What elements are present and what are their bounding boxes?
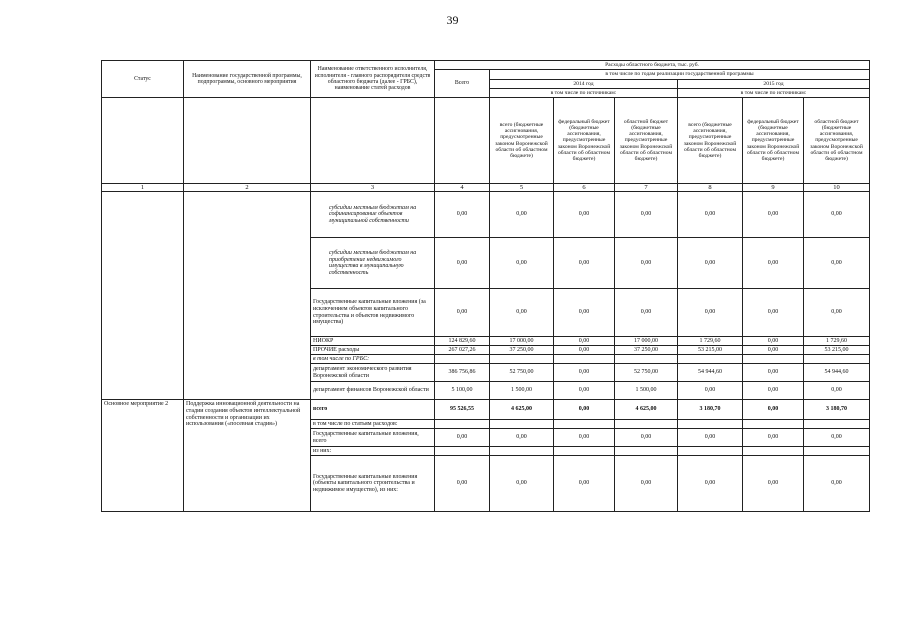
value-cell — [678, 420, 743, 429]
value-cell: 0,00 — [615, 289, 678, 337]
value-cell: 54 944,60 — [804, 364, 870, 382]
column-number: 2 — [184, 184, 311, 192]
value-cell: 54 944,60 — [678, 364, 743, 382]
column-number: 5 — [490, 184, 554, 192]
header-by-years: в том числе по годам реализации государственной программы — [490, 70, 870, 79]
value-cell: 1 729,60 — [804, 337, 870, 346]
column-number: 3 — [311, 184, 435, 192]
header-2014-regional: областной бюджет (бюджетные ассигнования, предусмотренные законом Воронежской области об областном бюджете) — [615, 98, 678, 184]
value-cell: 0,00 — [678, 238, 743, 289]
value-cell: 0,00 — [678, 456, 743, 512]
value-cell — [490, 447, 554, 456]
status-cell — [102, 382, 184, 400]
value-cell: 4 625,00 — [615, 400, 678, 420]
value-cell: 0,00 — [490, 238, 554, 289]
value-cell — [554, 420, 615, 429]
row-label: ПРОЧИЕ расходы — [311, 346, 435, 355]
value-cell: 0,00 — [743, 289, 804, 337]
value-cell: 0,00 — [490, 289, 554, 337]
header-status-spacer — [102, 98, 184, 184]
row-label: субсидии местным бюджетам на приобретение недвижимого имущества в муниципальную собственность — [311, 238, 435, 289]
value-cell: 1 500,00 — [615, 382, 678, 400]
column-number: 6 — [554, 184, 615, 192]
value-cell: 0,00 — [615, 456, 678, 512]
value-cell — [804, 420, 870, 429]
table-row — [102, 238, 870, 289]
table-row — [102, 355, 870, 364]
value-cell: 0,00 — [435, 456, 490, 512]
column-number: 10 — [804, 184, 870, 192]
header-program-name: Наименование государственной программы, подпрограммы, основного мероприятия — [184, 61, 311, 98]
value-cell — [554, 447, 615, 456]
value-cell: 0,00 — [804, 456, 870, 512]
header-total: Всего — [435, 70, 490, 98]
value-cell: 0,00 — [554, 238, 615, 289]
column-number: 7 — [615, 184, 678, 192]
value-cell: 0,00 — [554, 289, 615, 337]
header-total-spacer — [435, 98, 490, 184]
value-cell: 3 180,70 — [804, 400, 870, 420]
row-label: Государственные капитальные вложения (за исключением объектов капитального строительства и объектов недвижимого имущества) — [311, 289, 435, 337]
value-cell: 0,00 — [554, 346, 615, 355]
value-cell — [678, 447, 743, 456]
value-cell — [743, 355, 804, 364]
value-cell — [490, 420, 554, 429]
value-cell — [804, 447, 870, 456]
budget-table-container — [101, 60, 869, 512]
status-cell — [102, 238, 184, 289]
row-label: в том числе по ГРБС: — [311, 355, 435, 364]
value-cell: 17 000,00 — [615, 337, 678, 346]
value-cell: 0,00 — [490, 456, 554, 512]
header-by-sources-2015: в том числе по источникам: — [678, 88, 870, 97]
value-cell: 0,00 — [743, 337, 804, 346]
table-row — [102, 382, 870, 400]
value-cell: 0,00 — [743, 456, 804, 512]
value-cell: 0,00 — [743, 429, 804, 447]
value-cell: 0,00 — [804, 289, 870, 337]
header-2015-federal: федеральный бюджет (бюджетные ассигнования, предусмотренные законом Воронежской области об областном бюджете) — [743, 98, 804, 184]
value-cell: 0,00 — [554, 429, 615, 447]
value-cell: 0,00 — [743, 346, 804, 355]
value-cell: 386 756,86 — [435, 364, 490, 382]
value-cell — [743, 420, 804, 429]
status-cell — [102, 337, 184, 346]
header-year-2014: 2014 год — [490, 79, 678, 88]
value-cell: 0,00 — [554, 400, 615, 420]
value-cell: 0,00 — [804, 429, 870, 447]
value-cell: 0,00 — [804, 382, 870, 400]
table-row — [102, 364, 870, 382]
row-label: департамент экономического развития Воронежской области — [311, 364, 435, 382]
program-cell — [184, 364, 311, 382]
program-cell — [184, 289, 311, 337]
row-label: НИОКР — [311, 337, 435, 346]
value-cell: 0,00 — [743, 382, 804, 400]
table-row — [102, 289, 870, 337]
value-cell: 17 000,00 — [490, 337, 554, 346]
value-cell: 0,00 — [554, 456, 615, 512]
value-cell: 0,00 — [678, 382, 743, 400]
row-label: из них: — [311, 447, 435, 456]
value-cell: 1 500,00 — [490, 382, 554, 400]
page-number: 39 — [446, 13, 459, 27]
value-cell — [435, 355, 490, 364]
program-cell — [184, 337, 311, 346]
value-cell: 124 829,60 — [435, 337, 490, 346]
header-2015-regional: областной бюджет (бюджетные ассигнования, предусмотренные законом Воронежской области об областном бюджете) — [804, 98, 870, 184]
value-cell: 0,00 — [490, 429, 554, 447]
value-cell: 0,00 — [615, 192, 678, 238]
column-number: 8 — [678, 184, 743, 192]
value-cell: 0,00 — [435, 192, 490, 238]
header-2014-all: всего (бюджетные ассигнования, предусмотренные законом Воронежской области об областном бюджете) — [490, 98, 554, 184]
row-label: всего — [311, 400, 435, 420]
value-cell: 0,00 — [435, 289, 490, 337]
value-cell — [615, 355, 678, 364]
value-cell: 37 250,00 — [490, 346, 554, 355]
value-cell: 0,00 — [435, 238, 490, 289]
column-number: 1 — [102, 184, 184, 192]
value-cell — [615, 420, 678, 429]
program-cell — [184, 238, 311, 289]
header-status: Статус — [102, 61, 184, 98]
header-by-sources-2014: в том числе по источникам: — [490, 88, 678, 97]
header-expenses: Расходы областного бюджета, тыс. руб. — [435, 61, 870, 70]
column-number-row — [102, 184, 870, 192]
value-cell: 0,00 — [743, 364, 804, 382]
program-cell — [184, 355, 311, 364]
value-cell: 4 625,00 — [490, 400, 554, 420]
header-2015-all: всего (бюджетные ассигнования, предусмотренные законом Воронежской области об областном бюджете) — [678, 98, 743, 184]
header-executor: Наименование ответственного исполнителя, исполнителя - главного распорядителя средств областного бюджета (далее - ГРБС), наименование статей расходов — [311, 61, 435, 98]
value-cell — [743, 447, 804, 456]
header-year-2015: 2015 год — [678, 79, 870, 88]
value-cell: 0,00 — [615, 238, 678, 289]
table-row — [102, 192, 870, 238]
value-cell — [615, 447, 678, 456]
value-cell: 0,00 — [554, 337, 615, 346]
value-cell: 0,00 — [435, 429, 490, 447]
value-cell: 5 100,00 — [435, 382, 490, 400]
value-cell: 0,00 — [554, 192, 615, 238]
value-cell: 0,00 — [615, 429, 678, 447]
value-cell: 3 180,70 — [678, 400, 743, 420]
program-cell — [184, 346, 311, 355]
value-cell: 95 526,55 — [435, 400, 490, 420]
value-cell: 53 215,00 — [804, 346, 870, 355]
column-number: 9 — [743, 184, 804, 192]
value-cell: 0,00 — [554, 382, 615, 400]
value-cell: 52 750,00 — [490, 364, 554, 382]
value-cell: 37 250,00 — [615, 346, 678, 355]
value-cell: 0,00 — [743, 400, 804, 420]
table-row — [102, 400, 870, 420]
status-cell — [102, 289, 184, 337]
value-cell: 0,00 — [743, 238, 804, 289]
status-cell — [102, 355, 184, 364]
header-executor-spacer — [311, 98, 435, 184]
value-cell: 0,00 — [678, 192, 743, 238]
value-cell — [435, 420, 490, 429]
value-cell: 267 027,26 — [435, 346, 490, 355]
measure-status: Основное мероприятие 2 — [102, 400, 184, 512]
value-cell — [490, 355, 554, 364]
status-cell — [102, 346, 184, 355]
value-cell: 1 729,60 — [678, 337, 743, 346]
row-label: Государственные капитальные вложения (объекты капитального строительства и недвижимое имущество), из них: — [311, 456, 435, 512]
table-row — [102, 346, 870, 355]
value-cell: 0,00 — [678, 429, 743, 447]
header-program-spacer — [184, 98, 311, 184]
row-label: в том числе по статьям расходов: — [311, 420, 435, 429]
value-cell: 0,00 — [743, 192, 804, 238]
value-cell: 52 750,00 — [615, 364, 678, 382]
value-cell: 0,00 — [554, 364, 615, 382]
program-cell — [184, 382, 311, 400]
row-label: Государственные капитальные вложения, всего — [311, 429, 435, 447]
program-cell — [184, 192, 311, 238]
column-number: 4 — [435, 184, 490, 192]
value-cell: 53 215,00 — [678, 346, 743, 355]
row-label: департамент финансов Воронежской области — [311, 382, 435, 400]
value-cell: 0,00 — [804, 192, 870, 238]
value-cell — [554, 355, 615, 364]
row-label: субсидии местным бюджетам на софинансирование объектов муниципальной собственности — [311, 192, 435, 238]
status-cell — [102, 364, 184, 382]
value-cell: 0,00 — [804, 238, 870, 289]
table-row — [102, 337, 870, 346]
budget-table — [101, 60, 870, 512]
status-cell — [102, 192, 184, 238]
value-cell — [435, 447, 490, 456]
value-cell — [678, 355, 743, 364]
value-cell: 0,00 — [678, 289, 743, 337]
value-cell — [804, 355, 870, 364]
header-2014-federal: федеральный бюджет (бюджетные ассигнования, предусмотренные законом Воронежской области об областном бюджете) — [554, 98, 615, 184]
value-cell: 0,00 — [490, 192, 554, 238]
measure-title: Поддержка инновационной деятельности на стадии создания объектов интеллектуальной собственности и организации их использования («посевная стадия») — [184, 400, 311, 512]
